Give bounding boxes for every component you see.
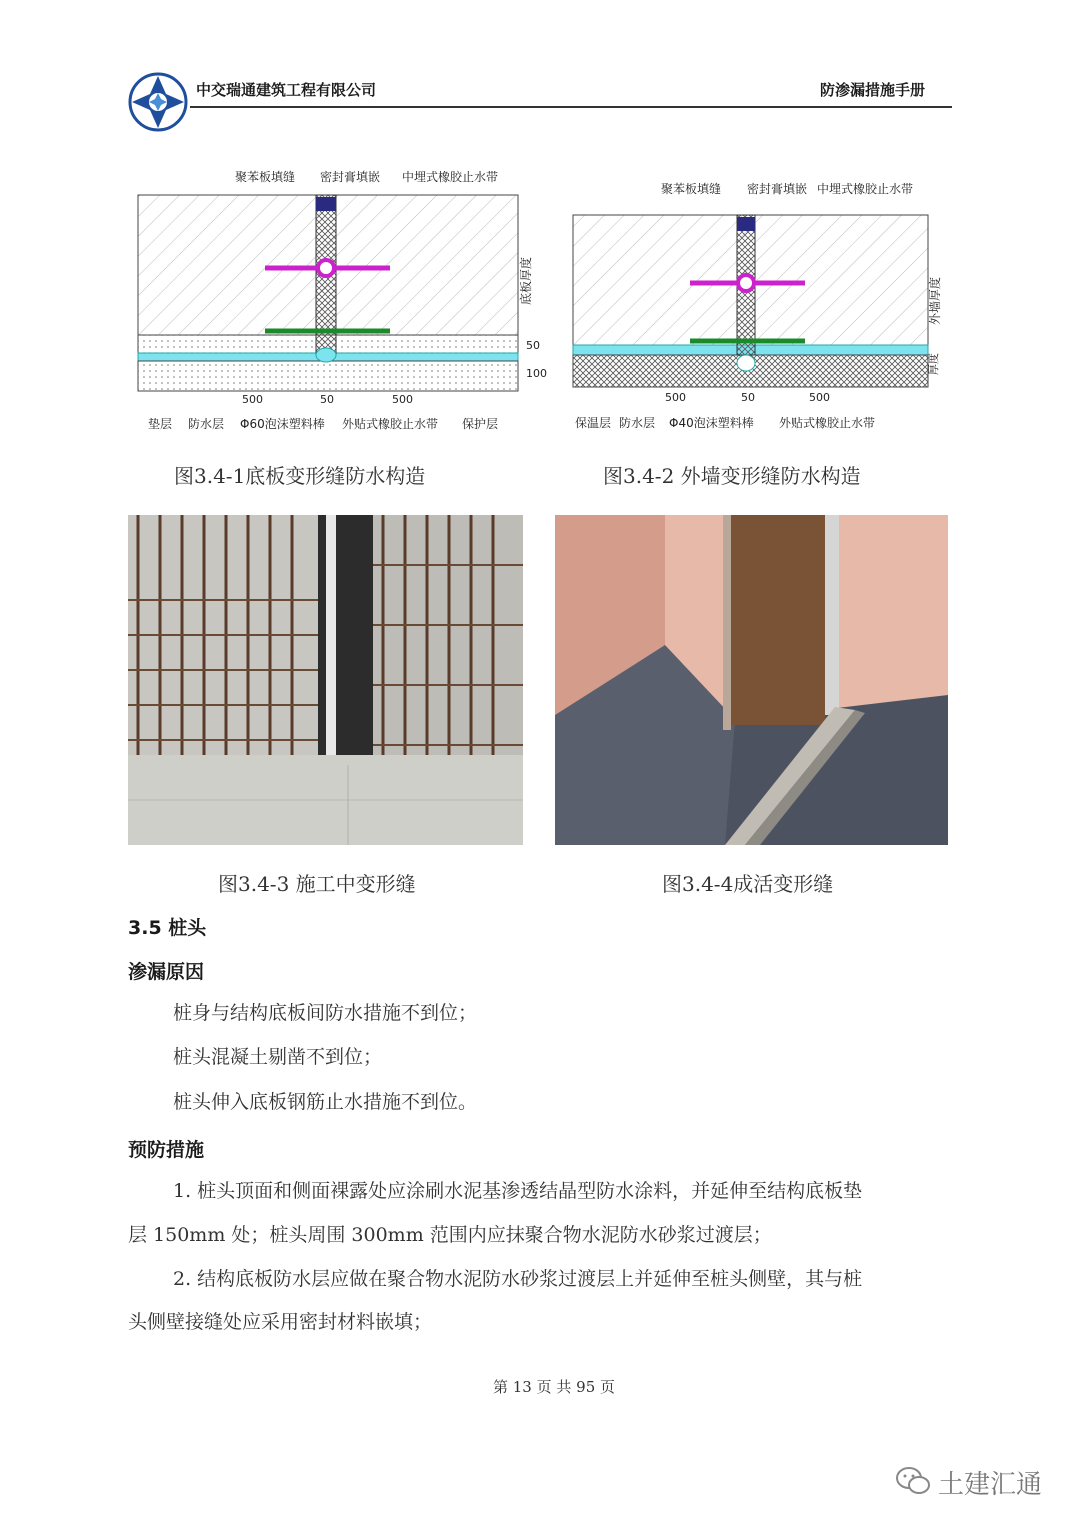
fig2-bottom-0: 保温层 <box>575 416 612 430</box>
wechat-icon <box>895 1466 931 1496</box>
fig1-bottom-4: 保护层 <box>462 417 499 431</box>
measure-line-1: 1. 桩头顶面和侧面裸露处应涂刷水泥基渗透结晶型防水涂料，并延伸至结构底板垫 <box>173 1180 863 1202</box>
figure3-photo <box>128 515 523 845</box>
cause-item-2: 桩头混凝土剔凿不到位； <box>173 1046 383 1068</box>
fig1-bottom-1: 防水层 <box>188 417 225 431</box>
fig1-dim-2: 100 <box>526 367 547 380</box>
fig2-dim-1: 500 <box>665 391 686 404</box>
fig1-dim-5: 500 <box>392 393 413 406</box>
company-logo <box>128 72 188 132</box>
measure-line-3: 2. 结构底板防水层应做在聚合物水泥防水砂浆过渡层上并延伸至桩头侧壁，其与桩 <box>173 1268 863 1290</box>
fig1-bottom-3: 外贴式橡胶止水带 <box>342 417 439 431</box>
fig2-label-a: 聚苯板填缝 <box>661 182 722 196</box>
figure3-caption: 图3.4-3 施工中变形缝 <box>218 872 416 896</box>
figure2-diagram <box>565 175 955 440</box>
fig1-side-label: 底板厚度 <box>519 256 533 305</box>
fig2-bottom-3: 外贴式橡胶止水带 <box>779 416 876 430</box>
fig2-dim-3: 500 <box>809 391 830 404</box>
figure2-caption: 图3.4-2 外墙变形缝防水构造 <box>603 464 861 488</box>
fig1-dim-3: 500 <box>242 393 263 406</box>
measure-line-2: 层 150mm 处；桩头周围 300mm 范围内应抹聚合物水泥防水砂浆过渡层； <box>128 1224 772 1246</box>
cause-heading: 渗漏原因 <box>128 961 205 983</box>
fig1-bottom-0: 垫层 <box>148 417 173 431</box>
figure1-caption: 图3.4-1底板变形缝防水构造 <box>174 464 426 488</box>
fig1-dim-1: 50 <box>526 339 540 352</box>
header-divider <box>190 106 952 108</box>
prevent-heading: 预防措施 <box>128 1139 205 1161</box>
cause-item-3: 桩头伸入底板钢筋止水措施不到位。 <box>173 1091 478 1113</box>
fig1-label-b: 密封膏填嵌 <box>320 170 381 184</box>
page-number: 第 13 页 共 95 页 <box>493 1378 616 1396</box>
company-name: 中交瑞通建筑工程有限公司 <box>196 81 377 99</box>
fig1-label-c: 中埋式橡胶止水带 <box>402 170 499 184</box>
fig2-dim-2: 50 <box>741 391 755 404</box>
fig2-side-label-2: 厚度 <box>927 353 940 375</box>
section-heading: 3.5 桩头 <box>128 917 207 939</box>
fig2-label-c: 中埋式橡胶止水带 <box>817 182 914 196</box>
figure1-diagram <box>130 165 550 440</box>
fig1-dim-4: 50 <box>320 393 334 406</box>
figure4-photo <box>555 515 948 845</box>
watermark-text: 土建汇通 <box>938 1470 1043 1500</box>
fig2-bottom-1: 防水层 <box>619 416 656 430</box>
manual-title: 防渗漏措施手册 <box>820 81 926 99</box>
measure-line-4: 头侧壁接缝处应采用密封材料嵌填； <box>128 1311 433 1333</box>
fig1-bottom-2: Φ60泡沫塑料棒 <box>240 417 325 431</box>
fig2-side-label: 外墙厚度 <box>928 276 942 325</box>
fig2-bottom-2: Φ40泡沫塑料棒 <box>669 416 754 430</box>
cause-item-1: 桩身与结构底板间防水措施不到位； <box>173 1002 478 1024</box>
fig2-label-b: 密封膏填嵌 <box>747 182 808 196</box>
fig1-label-a: 聚苯板填缝 <box>235 170 296 184</box>
figure4-caption: 图3.4-4成活变形缝 <box>662 872 834 896</box>
